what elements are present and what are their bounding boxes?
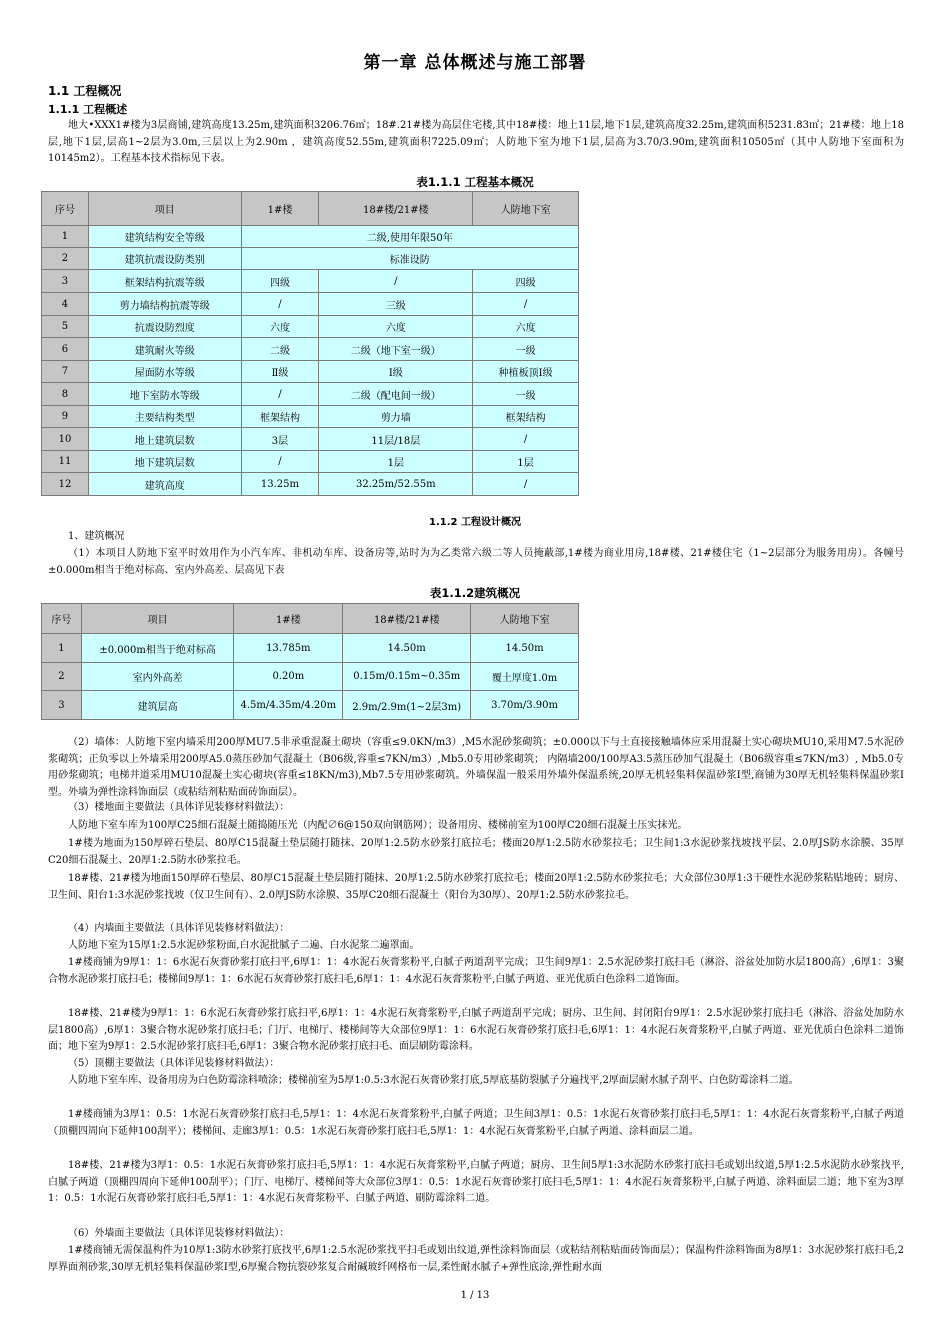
table-cell: 二级（配电间一级） [319, 383, 473, 406]
table-cell: 六度 [319, 316, 473, 338]
table-cell: 3 [42, 691, 82, 720]
table-cell: 剪力墙结构抗震等级 [88, 293, 241, 316]
table-row [42, 270, 579, 293]
floor-paragraph-a: 人防地下室车库为100厚C25细石混凝土随捣随压光（内配∅6@150双向钢筋网）；设备用房、楼梯前室为100厚C20细石混凝土压实抹光。 [68, 820, 688, 831]
table-row [42, 428, 579, 451]
table-cell: ±0.000m相当于绝对标高 [81, 634, 233, 663]
table-cell: 建筑高度 [88, 473, 241, 496]
table-cell: 六度 [241, 316, 319, 338]
table-cell: 三级 [319, 293, 473, 316]
table-cell: 二级（地下室一级） [319, 338, 473, 361]
table-cell: 0.20m [234, 663, 343, 691]
table-cell: 1 [42, 634, 82, 663]
table2-header: 人防地下室 [471, 604, 579, 634]
ceiling-paragraph-a: 人防地下室车库、设备用房为白色防霉涂料喷涂；楼梯前室为5厚1:0.5:3水泥石灰膏砂浆打底,5厚底基防裂腻子分遍找平,2厚面层耐水腻子刮平、白色防霉涂料二道。 [68, 1075, 799, 1086]
table-row [42, 634, 579, 663]
table-row [42, 338, 579, 361]
table2-caption: 表1.1.2建筑概况 [429, 586, 521, 600]
table-cell: / [319, 270, 473, 293]
section-heading-1-1-1: 1.1.1 工程概述 [48, 103, 128, 116]
table-cell: / [473, 293, 579, 316]
table-cell: 四级 [241, 270, 319, 293]
table-cell: 1 [42, 226, 89, 248]
table2-header: 项目 [81, 604, 233, 634]
table-cell: 六度 [473, 316, 579, 338]
ceiling-heading: （5）顶棚主要做法（具体详见装修材料做法）： [68, 1058, 280, 1069]
table-row [42, 293, 579, 316]
table-cell: / [473, 473, 579, 496]
exterior-wall-heading: （6）外墙面主要做法（具体详见装修材料做法）： [68, 1228, 290, 1239]
table-row [42, 406, 579, 428]
table-cell: 二级 [241, 338, 319, 361]
table-row [42, 383, 579, 406]
ceiling-paragraph-c: 18#楼、21#楼为3厚1：0.5：1水泥石灰膏砂浆打底扫毛,5厚1：1：4水泥石灰膏浆粉平,白腻子两道；厨房、卫生间5厚1:3水泥防水砂浆打底扫毛或划出纹道,5厚1:2.5水泥防水砂浆找平,白腻子两道（顶棚四周向下延伸100刮平）；门厅、电梯厅、楼梯间等大众部位3厚1：0.5：1水泥石灰膏砂浆打底扫毛,5厚1：1：4水泥石灰膏浆粉平,白腻子两道、涂料面层二道；地下室为3厚1：0.5：1水泥石灰膏砂浆打底扫毛,5厚1：1：4水泥石灰膏浆粉平、白腻子两道、刷防霉涂料二道。 [48, 1160, 904, 1204]
table-cell: 5 [42, 316, 89, 338]
table-cell: 二级,使用年限50年 [241, 226, 578, 248]
table-cell: 12 [42, 473, 89, 496]
interior-wall-paragraph-a: 人防地下室为15厚1:2.5水泥砂浆粉面,白水泥批腻子二遍、白水泥浆二遍罩面。 [68, 940, 420, 951]
table-cell: 1层 [319, 451, 473, 473]
table-cell: 建筑结构安全等级 [88, 226, 241, 248]
floor-paragraph-c: 18#楼、21#楼为地面150厚碎石垫层、80厚C15混凝土垫层随打随抹、20厚1:2.5防水砂浆打底拉毛；楼面20厚1:2.5防水砂浆拉毛；大众部位30厚1:3干硬性水泥砂浆粘贴地砖；厨房、卫生间、阳台1:3水泥砂浆找坡（仅卫生间有）、2.0厚JS防水涂膜、35厚C20细石混凝土（阳台为30厚）、20厚1:2.5防水砂浆拉毛。 [48, 873, 904, 901]
table-cell: 8 [42, 383, 89, 406]
table-cell: 剪力墙 [319, 406, 473, 428]
table-row [42, 248, 579, 270]
table-cell: 11 [42, 451, 89, 473]
table-cell: 种植板顶Ⅰ级 [473, 361, 579, 383]
table-cell: 地下室防水等级 [88, 383, 241, 406]
table1-header: 18#楼/21#楼 [319, 192, 473, 226]
table-cell: 覆土厚度1.0m [471, 663, 579, 691]
interior-wall-paragraph-c: 18#楼、21#楼为9厚1：1：6水泥石灰膏砂浆打底扫平,6厚1：1：4水泥石灰膏浆粉平,白腻子两道刮平完成；厨房、卫生间、封闭阳台9厚1：2.5水泥砂浆打底扫毛（淋浴、浴盆处加防水层1800高）,6厚1：3聚合物水泥砂浆打底扫毛；门厅、电梯厅、楼梯间等大众部位9厚1：1：6水泥石灰膏砂浆打底扫毛,6厚1：1：4水泥石灰膏浆粉平,白腻子两道、亚光优质白色涂料二道饰面；地下室为9厚1：2.5水泥砂浆打底扫毛,6厚1：3聚合物水泥砂浆打底扫毛、面层刷防霉涂料。 [48, 1008, 904, 1052]
table-cell: 框架结构抗震等级 [88, 270, 241, 293]
table2-header: 序号 [42, 604, 82, 634]
wall-paragraph: （2）墙体：人防地下室内墙采用200厚MU7.5非承重混凝土砌块（容重≤9.0KN/m3）,M5水泥砂浆砌筑；±0.000以下与土直接接触墙体应采用混凝土实心砌块MU10,采用M7.5水泥砂浆砌筑；正负零以上外墙采用200厚A5.0蒸压砂加气混凝土（B06级,容重≤7KN/m3）,Mb5.0专用砂浆砌筑； 内隔墙200/100厚A3.5蒸压砂加气混凝土（B06级容重≤7KN/m3）, Mb5.0专用砂浆砌筑；电梯井道采用MU10混凝土实心砌块(容重≤18KN/m3),Mb7.5专用砂浆砌筑。外墙保温一般采用外墙外保温系统,20厚无机轻集料保温砂浆I型,商铺为30厚无机轻集料保温砂浆I型。外墙为弹性涂料饰面层（或粘结剂粘贴面砖饰面层）。 [48, 737, 904, 798]
table-cell: 32.25m/52.55m [319, 473, 473, 496]
table-cell: 2.9m/2.9m(1~2层3m) [343, 691, 471, 720]
table1-header: 人防地下室 [473, 192, 579, 226]
table2-building-overview [41, 603, 579, 720]
table-cell: 4 [42, 293, 89, 316]
table-row [42, 663, 579, 691]
table2-header: 1#楼 [234, 604, 343, 634]
table-cell: 一级 [473, 383, 579, 406]
table1-header: 1#楼 [241, 192, 319, 226]
table-cell: 主要结构类型 [88, 406, 241, 428]
table-row [42, 451, 579, 473]
table-cell: 建筑耐火等级 [88, 338, 241, 361]
table-cell: / [241, 383, 319, 406]
table-cell: 10 [42, 428, 89, 451]
table-cell: 3层 [241, 428, 319, 451]
table2-header: 18#楼/21#楼 [343, 604, 471, 634]
table-cell: 11层/18层 [319, 428, 473, 451]
table-cell: 14.50m [471, 634, 579, 663]
intro-paragraph: 地大•XXX1#楼为3层商铺,建筑高度13.25m,建筑面积3206.76㎡；18#.21#楼为高层住宅楼,其中18#楼：地上11层,地下1层,建筑高度32.25m,建筑面积5231.83㎡；21#楼：地上18层,地下1层,层高1~2层为3.0m,三层以上为2.90m ，建筑高度52.55m,建筑面积7225.09㎡；人防地下室为地下1层,层高为3.70/3.90m,建筑面积10505㎡（其中人防地下室面积为10145m2）。工程基本技术指标见下表。 [48, 120, 904, 164]
table-cell: 屋面防水等级 [88, 361, 241, 383]
table-cell: 9 [42, 406, 89, 428]
section-heading-1-1: 1.1 工程概况 [48, 84, 122, 98]
table-cell: 标准设防 [241, 248, 578, 270]
table-cell: 框架结构 [241, 406, 319, 428]
arch-overview-heading: 1、建筑概况 [68, 531, 125, 542]
table-cell: 0.15m/0.15m~0.35m [343, 663, 471, 691]
table-cell: 建筑抗震设防类别 [88, 248, 241, 270]
table-cell: 3.70m/3.90m [471, 691, 579, 720]
table1-basic-overview [41, 191, 579, 496]
table-cell: 14.50m [343, 634, 471, 663]
interior-wall-heading: （4）内墙面主要做法（具体详见装修材料做法）： [68, 923, 290, 934]
table-cell: Ⅰ级 [319, 361, 473, 383]
floor-heading: （3）楼地面主要做法（具体详见装修材料做法）： [68, 802, 290, 813]
table-row [42, 473, 579, 496]
table-cell: 13.785m [234, 634, 343, 663]
page-number: 1 / 13 [460, 1290, 490, 1301]
floor-paragraph-b: 1#楼为地面为150厚碎石垫层、80厚C15混凝土垫层随打随抹、20厚1:2.5防水砂浆打底拉毛；楼面20厚1:2.5防水砂浆拉毛；卫生间1:3水泥砂浆找坡找平层、2.0厚JS防水涂膜、35厚C20细石混凝土、20厚1:2.5防水砂浆拉毛。 [48, 838, 904, 866]
table-row [42, 316, 579, 338]
interior-wall-paragraph-b: 1#楼商铺为9厚1：1：6水泥石灰膏砂浆打底扫平,6厚1：1：4水泥石灰膏浆粉平,白腻子两道刮平完成；卫生间9厚1：2.5水泥砂浆打底扫毛（淋浴、浴盆处加防水层1800高）,6厚1：3聚合物水泥砂浆打底扫毛；楼梯间9厚1：1：6水泥石灰膏砂浆打底扫毛,6厚1：1：4水泥石灰膏浆粉平,白腻子两道、亚光优质白色涂料二道饰面。 [48, 957, 904, 985]
table-cell: / [473, 428, 579, 451]
table-cell: / [241, 293, 319, 316]
table-row [42, 691, 579, 720]
table-cell: / [241, 451, 319, 473]
table1-header: 序号 [42, 192, 89, 226]
table-cell: 6 [42, 338, 89, 361]
table-cell: 2 [42, 663, 82, 691]
exterior-wall-paragraph-a: 1#楼商铺无需保温构件为10厚1:3防水砂浆打底找平,6厚1:2.5水泥砂浆找平扫毛或划出纹道,弹性涂料饰面层（或粘结剂粘贴面砖饰面层）；保温构件涂料饰面为8厚1：3水泥砂浆打底扫毛,2厚界面剂砂浆,30厚无机轻集料保温砂浆I型,6厚聚合物抗裂砂浆复合耐碱玻纤网格布一层,柔性耐水腻子+弹性底涂,弹性耐水面 [48, 1245, 904, 1273]
table-cell: 室内外高差 [81, 663, 233, 691]
table-cell: 1层 [473, 451, 579, 473]
table-cell: 一级 [473, 338, 579, 361]
ceiling-paragraph-b: 1#楼商铺为3厚1：0.5：1水泥石灰膏砂浆打底扫毛,5厚1：1：4水泥石灰膏浆粉平,白腻子两道；卫生间3厚1：0.5：1水泥石灰膏砂浆打底扫毛,5厚1：1：4水泥石灰膏浆粉平,白腻子两道（顶棚四周向下延伸100刮平）；楼梯间、走廊3厚1：0.5：1水泥石灰膏砂浆打底扫毛,5厚1：1：4水泥石灰膏浆粉平,白腻子两道、涂料面层二道。 [48, 1109, 904, 1137]
table-row [42, 226, 579, 248]
table-cell: 框架结构 [473, 406, 579, 428]
table-cell: 抗震设防烈度 [88, 316, 241, 338]
table-cell: 4.5m/4.35m/4.20m [234, 691, 343, 720]
table-cell: 2 [42, 248, 89, 270]
table1-header: 项目 [88, 192, 241, 226]
table-cell: 13.25m [241, 473, 319, 496]
table1-caption: 表1.1.1 工程基本概况 [416, 175, 534, 189]
table-cell: 地下建筑层数 [88, 451, 241, 473]
table-cell: 四级 [473, 270, 579, 293]
table-cell: 7 [42, 361, 89, 383]
table-row [42, 361, 579, 383]
table-cell: 3 [42, 270, 89, 293]
section-heading-1-1-2: 1.1.2 工程设计概况 [429, 517, 521, 528]
table-cell: Ⅱ级 [241, 361, 319, 383]
table-cell: 建筑层高 [81, 691, 233, 720]
table-cell: 地上建筑层数 [88, 428, 241, 451]
chapter-title: 第一章 总体概述与施工部署 [363, 53, 587, 73]
arch-paragraph-1: （1）本项目人防地下室平时效用作为小汽车库、非机动车库、设备房等,站时为为乙类常六级二等人员掩蔽部,1#楼为商业用房,18#楼、21#楼住宅（1~2层部分为服务用房）。各幢号±0.000m相当于绝对标高、室内外高差、层高见下表 [48, 548, 904, 576]
